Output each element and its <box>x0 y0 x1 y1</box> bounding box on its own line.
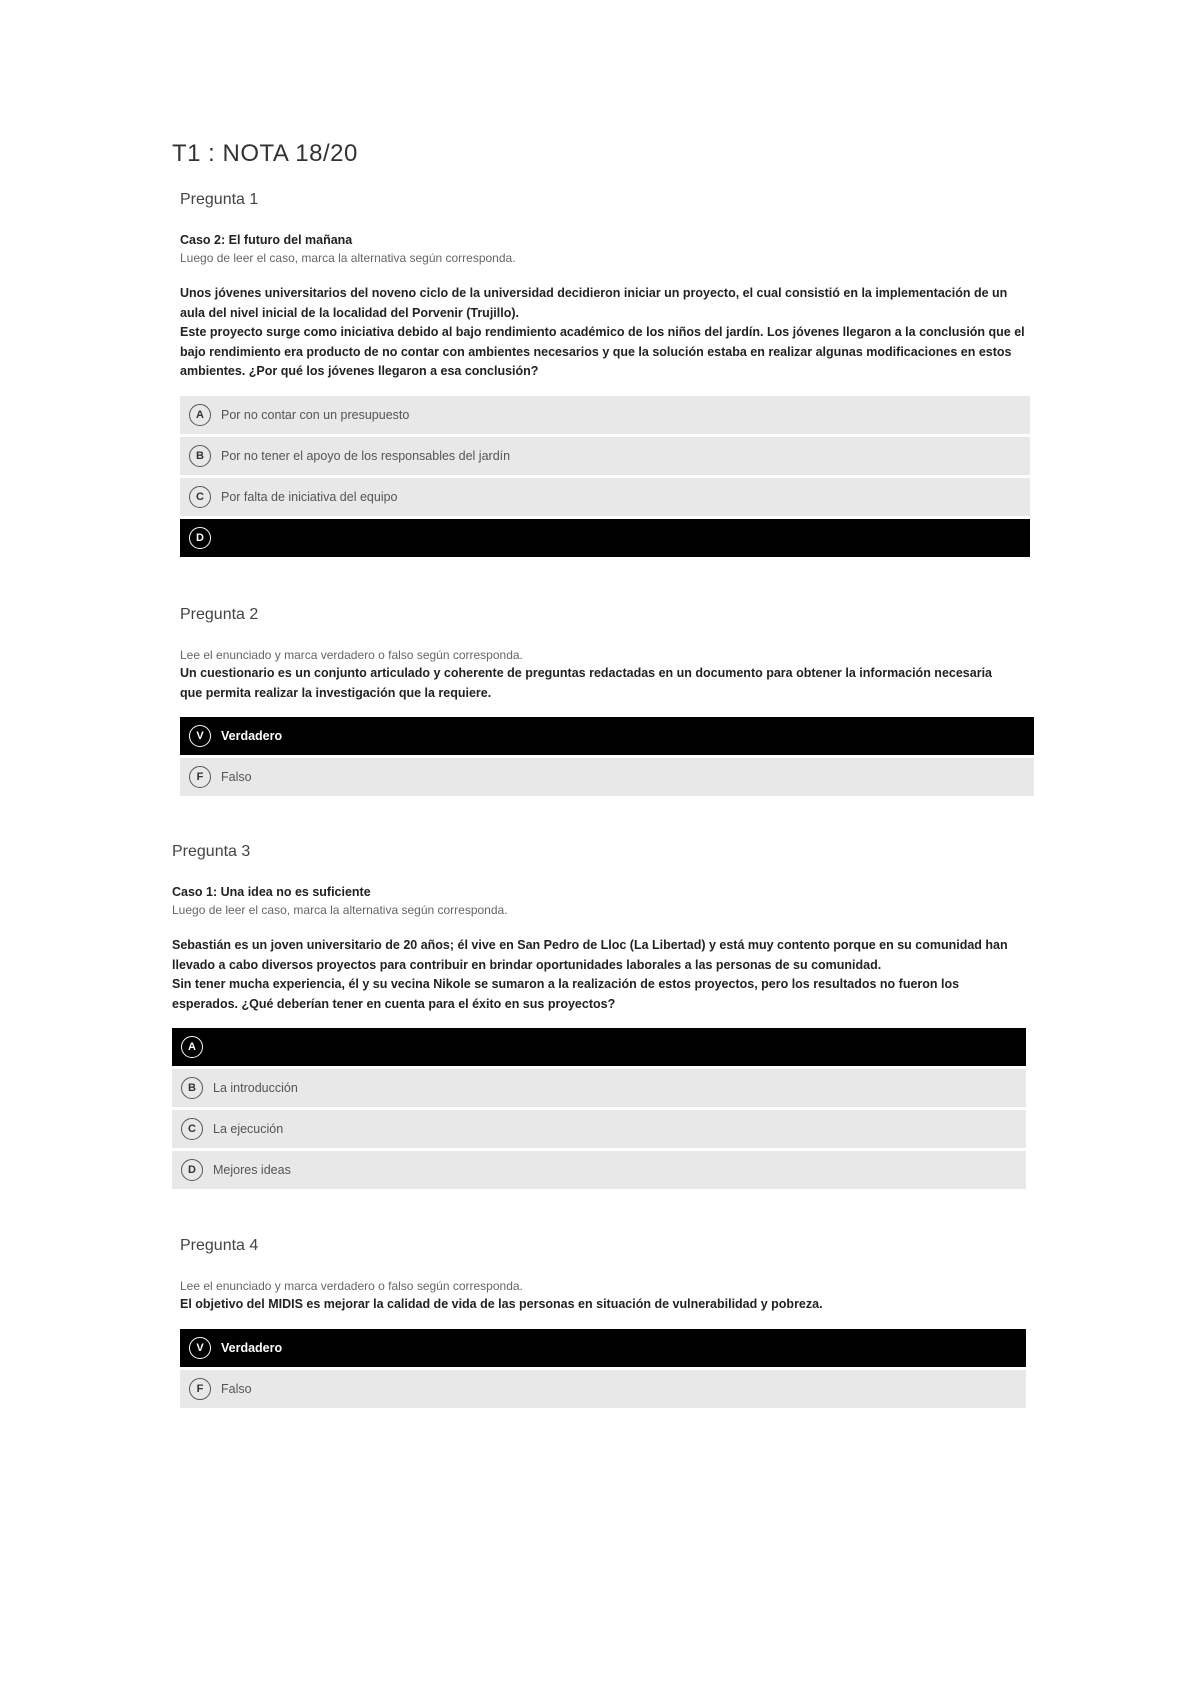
question-text-line: llevado a cabo diversos proyectos para contribuir en brindar oportunidades laborales a las personas de su comunidad. <box>172 957 882 972</box>
case-title: Caso 1: Una idea no es suficiente <box>172 885 371 899</box>
option-label: Falso <box>221 770 252 784</box>
question-text-line: que permita realizar la investigación que la requiere. <box>180 685 492 700</box>
question-2 <box>180 606 1034 799</box>
option-d-selected[interactable] <box>180 519 1030 557</box>
option-letter-badge: F <box>189 1378 211 1400</box>
option-letter-badge: C <box>189 486 211 508</box>
question-text-line: Un cuestionario es un conjunto articulado y coherente de preguntas redactadas en un documento para obtener la información necesaria <box>180 666 992 680</box>
option-label: Por no tener el apoyo de los responsables del jardín <box>221 448 511 463</box>
question-text-line: ambientes. ¿Por qué los jóvenes llegaron a esa conclusión? <box>180 364 539 378</box>
case-title: Caso 2: El futuro del mañana <box>180 233 353 247</box>
question-text <box>180 284 1030 382</box>
question-text-line: aula del nivel inicial de la localidad del Porvenir (Trujillo). <box>180 305 519 320</box>
question-instruction: Luego de leer el caso, marca la alternativa según corresponda. <box>172 903 508 917</box>
option-verdadero-selected[interactable] <box>180 717 1034 755</box>
option-c[interactable] <box>180 478 1030 516</box>
option-d[interactable] <box>172 1151 1026 1189</box>
option-a[interactable] <box>180 396 1030 434</box>
option-letter-badge: D <box>181 1159 203 1181</box>
option-c[interactable] <box>172 1110 1026 1148</box>
question-text <box>180 664 1034 703</box>
option-letter-badge: B <box>189 445 211 467</box>
question-text-line: bajo rendimiento era producto de no contar con ambientes necesarios y que la solución estaba en realizar algunas modificaciones en estos <box>180 344 1012 359</box>
option-letter-badge: C <box>181 1118 203 1140</box>
question-text-line: Este proyecto surge como iniciativa debido al bajo rendimiento académico de los niños del jardín. Los jóvenes llegaron a la conclusión que el <box>180 325 1025 339</box>
question-heading: Pregunta 3 <box>172 843 251 860</box>
option-label: Falso <box>221 1381 252 1396</box>
option-letter-badge: F <box>189 766 211 788</box>
answer-options <box>180 1329 1026 1408</box>
option-label: Verdadero <box>221 729 283 743</box>
question-3 <box>172 843 1026 1192</box>
question-heading: Pregunta 2 <box>180 606 259 623</box>
option-letter-badge: D <box>189 527 211 549</box>
option-falso[interactable] <box>180 1370 1026 1408</box>
question-text-line: Sin tener mucha experiencia, él y su vecina Nikole se sumaron a la realización de estos proyectos, pero los resultados no fueron los <box>172 977 960 991</box>
page-title: T1 : NOTA 18/20 <box>172 140 358 167</box>
question-text <box>172 936 1026 1014</box>
answer-options <box>180 717 1034 796</box>
option-b[interactable] <box>172 1069 1026 1107</box>
option-letter-badge: B <box>181 1077 203 1099</box>
question-instruction: Lee el enunciado y marca verdadero o falso según corresponda. <box>180 648 523 662</box>
option-label: Por no contar con un presupuesto <box>221 407 410 422</box>
option-verdadero-selected[interactable] <box>180 1329 1026 1367</box>
option-label: Por falta de iniciativa del equipo <box>221 489 398 504</box>
question-text-line: El objetivo del MIDIS es mejorar la calidad de vida de las personas en situación de vulnerabilidad y pobreza. <box>180 1297 823 1311</box>
option-a-selected[interactable] <box>172 1028 1026 1066</box>
question-heading: Pregunta 4 <box>180 1237 259 1254</box>
question-instruction: Lee el enunciado y marca verdadero o falso según corresponda. <box>180 1279 523 1293</box>
option-b[interactable] <box>180 437 1030 475</box>
question-4 <box>180 1237 1026 1411</box>
option-letter-badge: V <box>189 1337 211 1359</box>
option-label: Mejores ideas <box>213 1163 291 1177</box>
question-text-line: Unos jóvenes universitarios del noveno ciclo de la universidad decidieron iniciar un proyecto, el cual consistió en la implementación de un <box>180 286 1008 300</box>
question-heading: Pregunta 1 <box>180 191 259 208</box>
option-label: La introducción <box>213 1081 298 1095</box>
question-text <box>180 1295 1026 1315</box>
option-letter-badge: A <box>189 404 211 426</box>
question-1 <box>180 191 1030 560</box>
question-text-line: Sebastián es un joven universitario de 20 años; él vive en San Pedro de Lloc (La Libertad) y está muy contento porque en su comunidad han <box>172 938 1008 952</box>
question-instruction: Luego de leer el caso, marca la alternativa según corresponda. <box>180 251 516 265</box>
answer-options <box>180 396 1030 557</box>
option-letter-badge: V <box>189 725 211 747</box>
answer-options <box>172 1028 1026 1189</box>
option-label: Verdadero <box>221 1340 283 1355</box>
option-letter-badge: A <box>181 1036 203 1058</box>
question-text-line: esperados. ¿Qué deberían tener en cuenta para el éxito en sus proyectos? <box>172 996 616 1011</box>
option-label: La ejecución <box>213 1122 284 1136</box>
option-falso[interactable] <box>180 758 1034 796</box>
